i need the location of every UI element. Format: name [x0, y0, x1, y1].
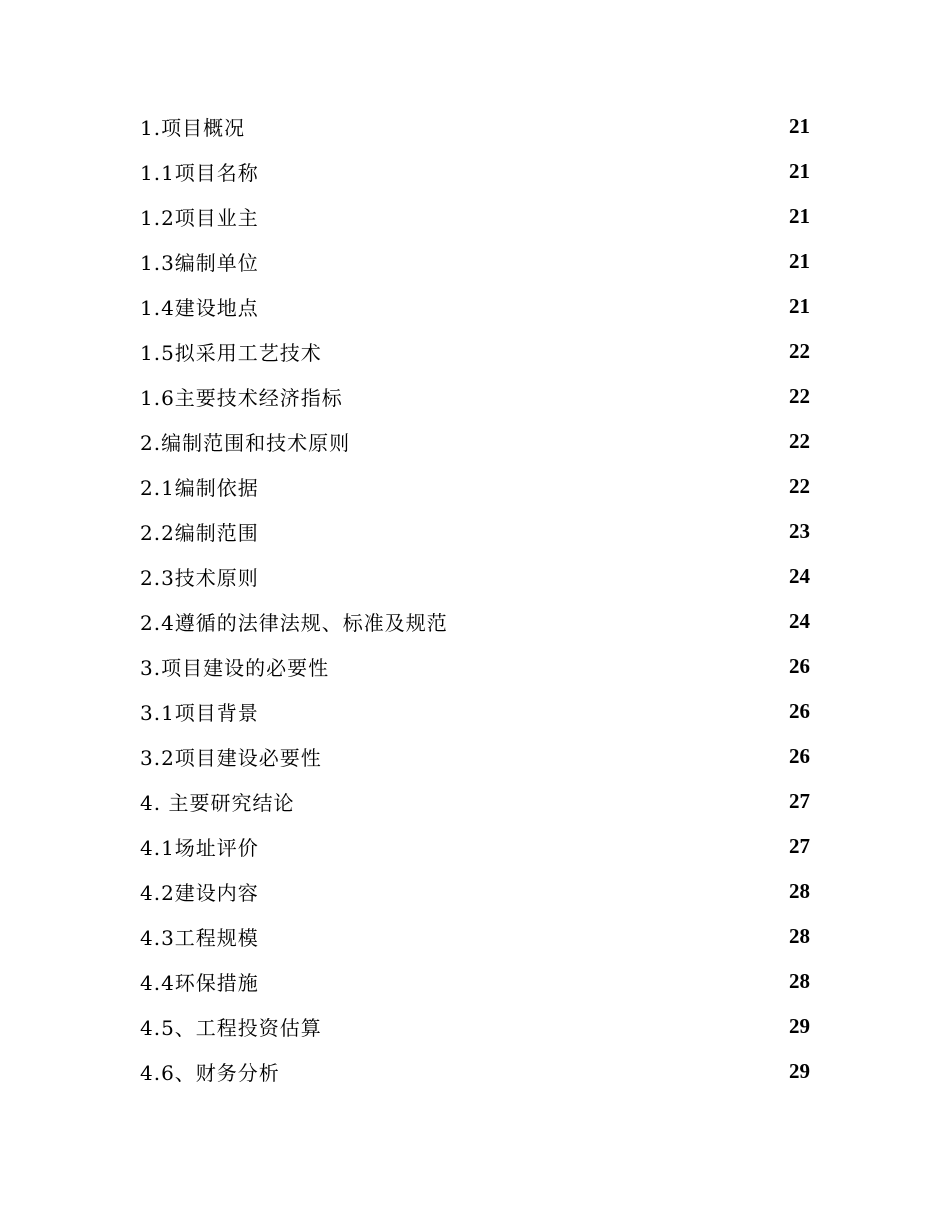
toc-entry-title: 4.3工程规模 [140, 926, 259, 950]
toc-entry-title: 1.6主要技术经济指标 [140, 386, 343, 410]
toc-entry-title: 1.1项目名称 [140, 161, 259, 185]
toc-entry-3[interactable] [140, 644, 810, 689]
toc-entry-2-3[interactable] [140, 554, 810, 599]
toc-entry-4-5[interactable] [140, 1004, 810, 1049]
toc-entry-1[interactable] [140, 104, 810, 149]
toc-entry-title: 1.5拟采用工艺技术 [140, 341, 322, 365]
toc-entry-4[interactable] [140, 779, 810, 824]
toc-entry-page: 22 [789, 474, 810, 498]
toc-entry-3-2[interactable] [140, 734, 810, 779]
toc-entry-page: 28 [789, 924, 810, 948]
toc-entry-title: 4.6、财务分析 [140, 1061, 280, 1085]
toc-entry-4-3[interactable] [140, 914, 810, 959]
toc-entry-page: 22 [789, 339, 810, 363]
toc-entry-page: 21 [789, 114, 810, 138]
toc-entry-title: 4.4环保措施 [140, 971, 259, 995]
toc-entry-2-1[interactable] [140, 464, 810, 509]
toc-entry-page: 28 [789, 879, 810, 903]
toc-entry-page: 21 [789, 294, 810, 318]
toc-entry-page: 27 [789, 834, 810, 858]
toc-entry-title: 1.3编制单位 [140, 251, 259, 275]
toc-entry-page: 28 [789, 969, 810, 993]
toc-entry-1-2[interactable] [140, 194, 810, 239]
toc-entry-page: 22 [789, 429, 810, 453]
toc-entry-title: 4.2建设内容 [140, 881, 259, 905]
toc-entry-page: 26 [789, 654, 810, 678]
toc-entry-page: 29 [789, 1059, 810, 1083]
toc-entry-title: 2.3技术原则 [140, 566, 259, 590]
toc-entry-title: 4.5、工程投资估算 [140, 1016, 322, 1040]
toc-entry-4-4[interactable] [140, 959, 810, 1004]
toc-entry-title: 1.2项目业主 [140, 206, 259, 230]
toc-entry-1-6[interactable] [140, 374, 810, 419]
toc-entry-title: 4.1场址评价 [140, 836, 259, 860]
toc-entry-page: 23 [789, 519, 810, 543]
toc-entry-title: 2.编制范围和技术原则 [140, 431, 351, 455]
toc-entry-title: 3.2项目建设必要性 [140, 746, 322, 770]
toc-entry-page: 21 [789, 159, 810, 183]
toc-entry-title: 2.2编制范围 [140, 521, 259, 545]
table-of-contents [140, 104, 810, 1094]
toc-entry-page: 27 [789, 789, 810, 813]
toc-entry-title: 3.项目建设的必要性 [140, 656, 330, 680]
toc-entry-page: 21 [789, 204, 810, 228]
toc-entry-2-4[interactable] [140, 599, 810, 644]
toc-entry-2[interactable] [140, 419, 810, 464]
toc-entry-4-6[interactable] [140, 1049, 810, 1094]
toc-entry-title: 4. 主要研究结论 [140, 791, 295, 815]
toc-entry-4-1[interactable] [140, 824, 810, 869]
toc-entry-1-1[interactable] [140, 149, 810, 194]
toc-entry-page: 29 [789, 1014, 810, 1038]
toc-entry-page: 24 [789, 609, 810, 633]
toc-entry-title: 1.项目概况 [140, 116, 246, 140]
toc-entry-4-2[interactable] [140, 869, 810, 914]
toc-entry-page: 21 [789, 249, 810, 273]
toc-entry-1-4[interactable] [140, 284, 810, 329]
toc-entry-page: 26 [789, 744, 810, 768]
toc-entry-2-2[interactable] [140, 509, 810, 554]
toc-entry-3-1[interactable] [140, 689, 810, 734]
toc-entry-1-5[interactable] [140, 329, 810, 374]
toc-entry-title: 2.4遵循的法律法规、标准及规范 [140, 611, 448, 635]
toc-entry-title: 3.1项目背景 [140, 701, 259, 725]
toc-entry-page: 24 [789, 564, 810, 588]
toc-entry-title: 1.4建设地点 [140, 296, 259, 320]
toc-entry-title: 2.1编制依据 [140, 476, 259, 500]
toc-entry-page: 22 [789, 384, 810, 408]
toc-entry-1-3[interactable] [140, 239, 810, 284]
toc-entry-page: 26 [789, 699, 810, 723]
